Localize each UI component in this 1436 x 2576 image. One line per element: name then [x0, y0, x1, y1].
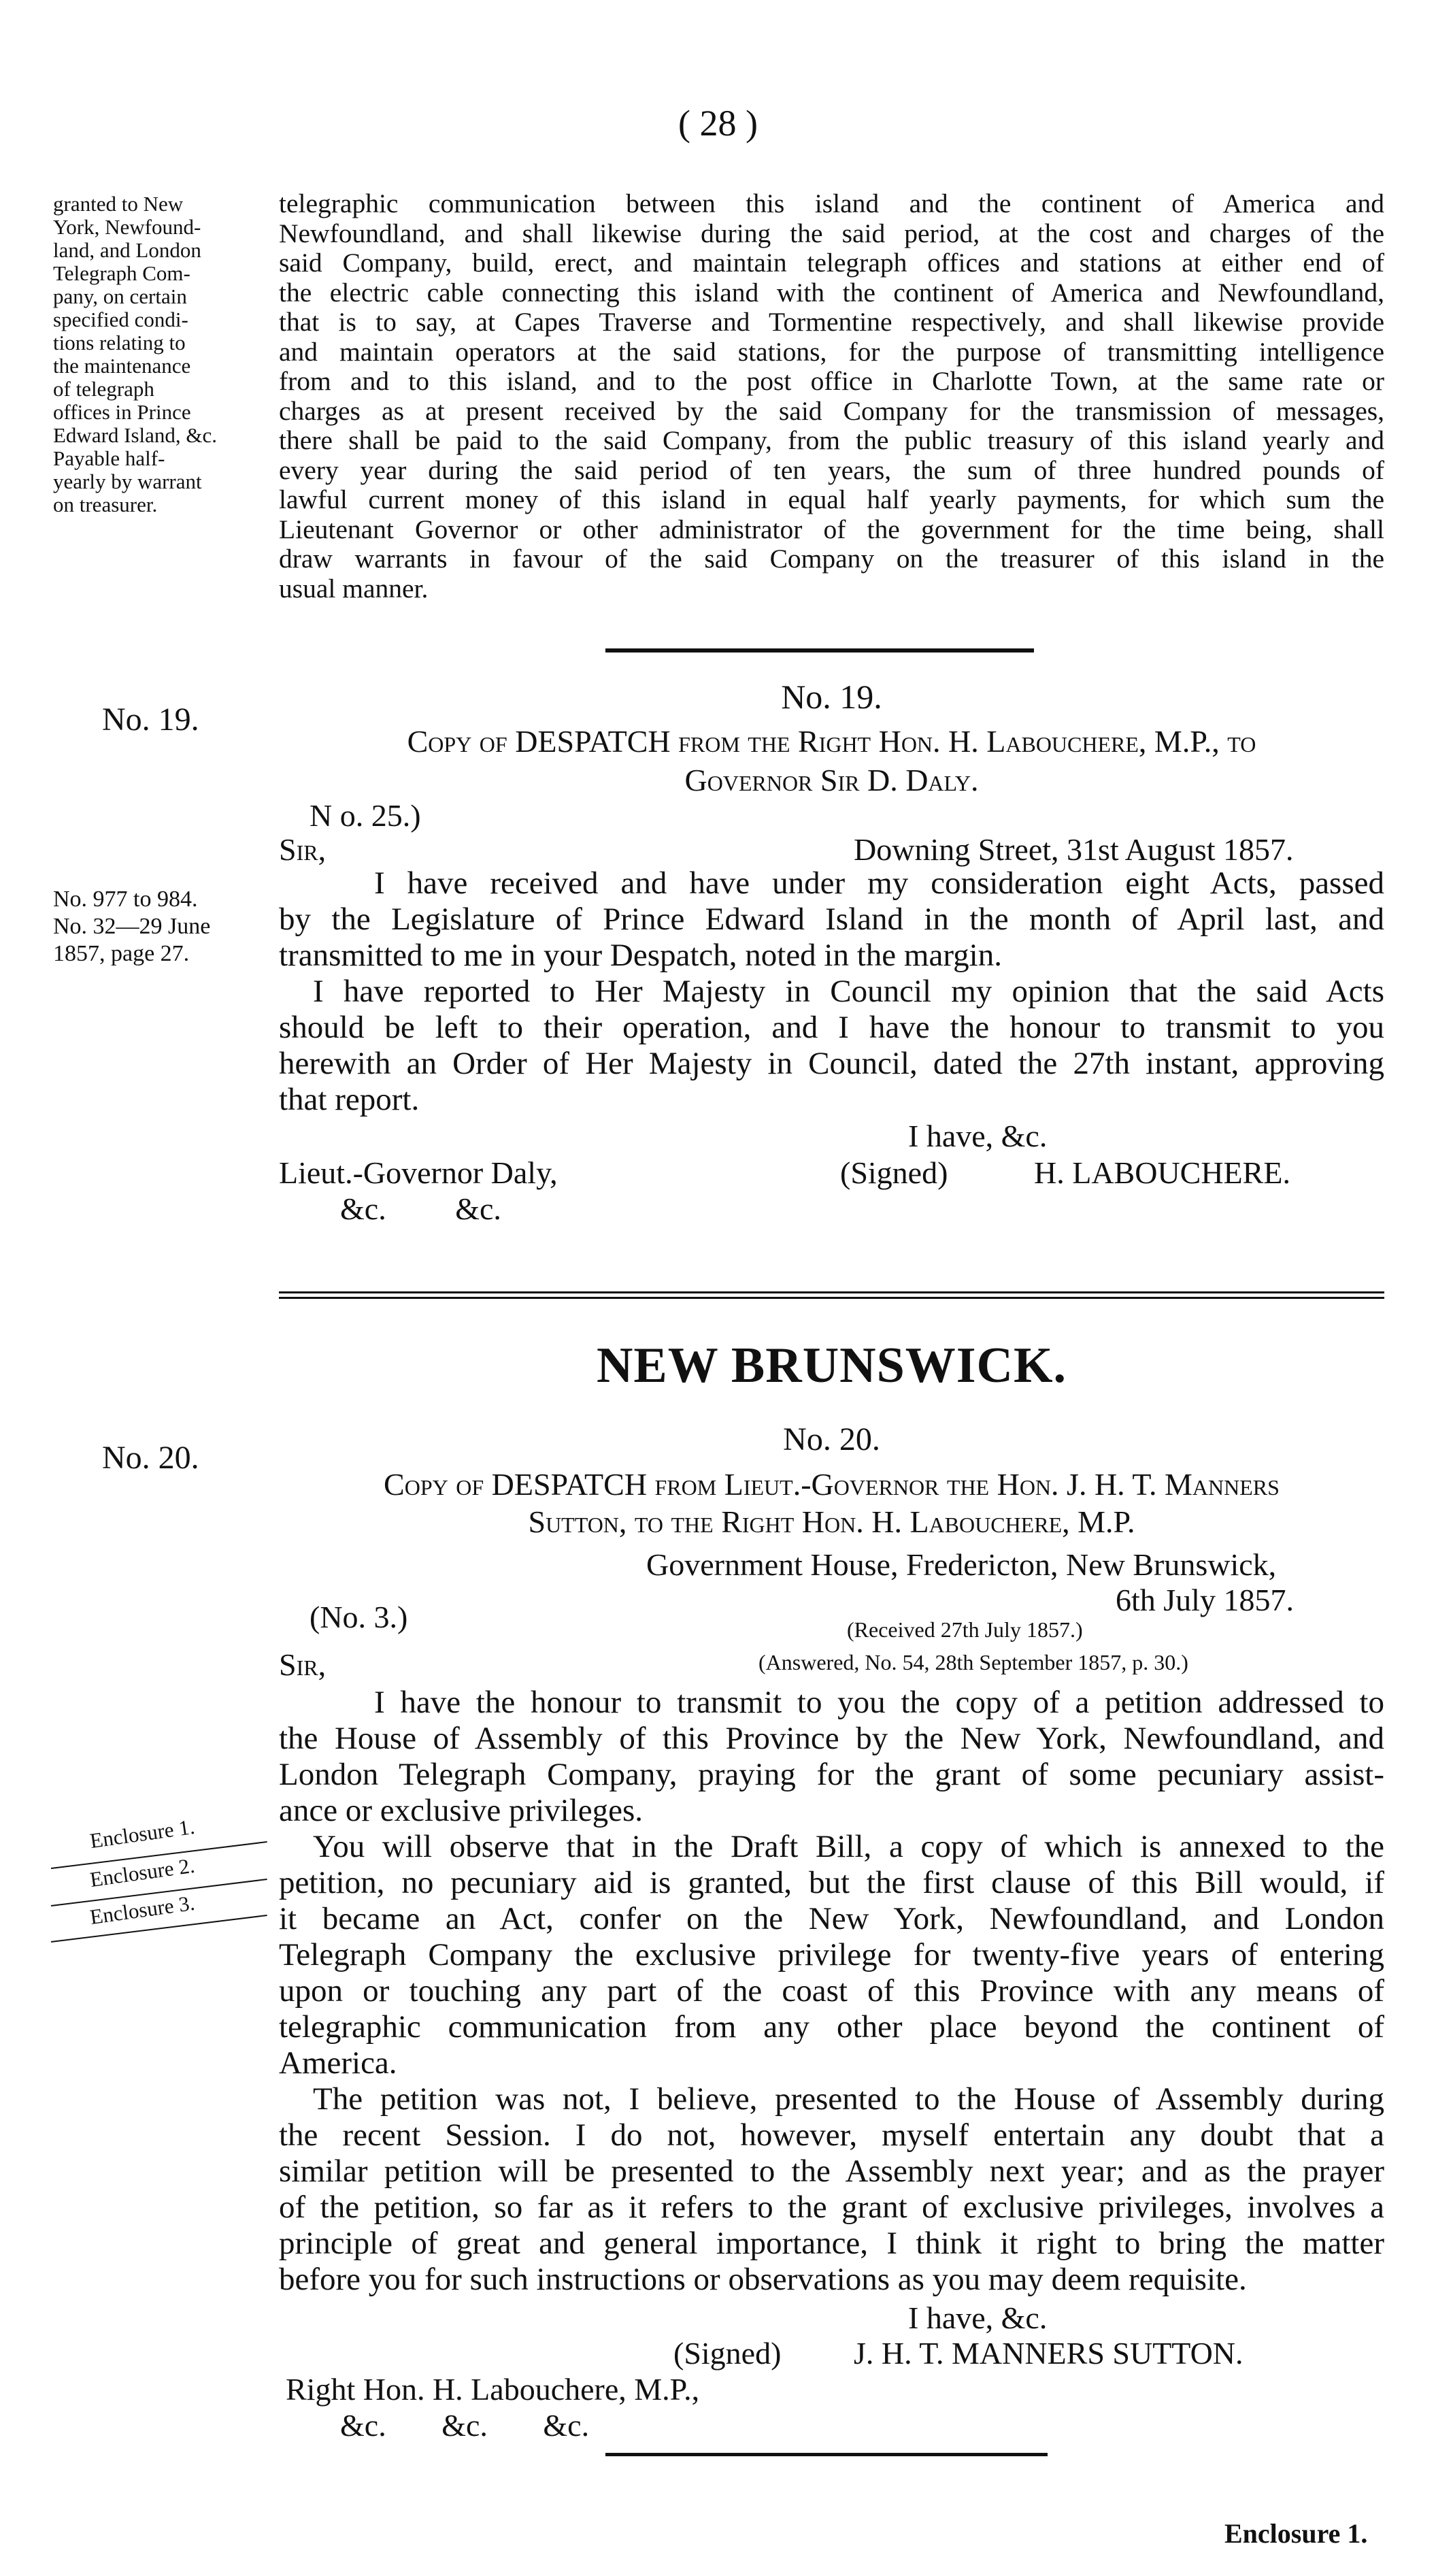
doc20-title-line2: Sutton, to the Right Hon. H. Labouchere, M.P. — [528, 1504, 1135, 1539]
text-line: and maintain operators at the said stations, for the purpose of transmitting intelligence — [279, 336, 1384, 367]
text-line: I have reported to Her Majesty in Council my opinion that the said Acts — [313, 974, 1384, 1009]
text-line: charges as at present received by the said Company for the transmission of messages, — [279, 395, 1384, 426]
text-line: You will observe that in the Draft Bill, a copy of which is annexed to the — [313, 1829, 1384, 1864]
text-line: draw warrants in favour of the said Company on the treasurer of this island in the — [279, 544, 1384, 574]
margin-line: York, Newfound- — [53, 215, 201, 239]
page-number: ( 28 ) — [678, 103, 758, 144]
doc20-signed-label: (Signed) — [673, 2336, 782, 2371]
doc19-closing: I have, &c. — [908, 1119, 1048, 1153]
doc20-title-line1: Copy of DESPATCH from Lieut.-Governor the Hon. J. H. T. Manners — [384, 1467, 1280, 1502]
text-line: by the Legislature of Prince Edward Island in the month of April last, and — [279, 902, 1384, 937]
text-line: I have received and have under my consideration eight Acts, passed — [374, 865, 1384, 901]
text-line: before you for such instructions or observations as you may deem requisite. — [279, 2262, 1247, 2297]
doc20-date: 6th July 1857. — [1116, 1583, 1294, 1617]
doc19-etc: &c. &c. — [340, 1191, 501, 1226]
text-line: from and to this island, and to the post office in Charlotte Town, at the same rate or — [279, 366, 1384, 396]
text-line: said Company, build, erect, and maintain telegraph offices and stations at either end of — [279, 248, 1384, 278]
section-rule — [279, 1297, 1384, 1299]
text-line: usual manner. — [279, 573, 429, 604]
doc19-heading: No. 19. — [781, 678, 882, 716]
doc19-addressee: Lieut.-Governor Daly, — [279, 1155, 558, 1190]
margin-line: pany, on certain — [53, 284, 187, 308]
margin-line: offices in Prince — [53, 400, 191, 424]
text-line: Lieutenant Governor or other administrator of the government for the time being, shall — [279, 514, 1384, 544]
text-line: the electric cable connecting this island with the continent of America and Newfoundland, — [279, 277, 1384, 308]
text-line: lawful current money of this island in equal half yearly payments, for which sum the — [279, 484, 1384, 514]
doc20-margin-number: No. 20. — [102, 1440, 199, 1476]
margin-line: on treasurer. — [53, 493, 158, 516]
doc20-addressee: Right Hon. H. Labouchere, M.P., — [286, 2372, 700, 2407]
margin-note-grant — [53, 193, 257, 516]
doc19-signed-label: (Signed) — [840, 1155, 948, 1190]
margin-line: granted to New — [53, 192, 184, 216]
text-line: of the petition, so far as it refers to the grant of exclusive privileges, involves a — [279, 2190, 1384, 2225]
footer-enclosure-catchword: Enclosure 1. — [1224, 2518, 1368, 2549]
margin-line: the maintenance — [53, 354, 191, 378]
doc20-reference-number: (No. 3.) — [310, 1600, 408, 1634]
text-line: upon or touching any part of the coast of this Province with any means of — [279, 1973, 1384, 2009]
text-line: I have the honour to transmit to you the copy of a petition addressed to — [374, 1685, 1384, 1720]
doc20-signature: J. H. T. MANNERS SUTTON. — [854, 2336, 1243, 2371]
text-line: it became an Act, confer on the New York, Newfoundland, and London — [279, 1901, 1384, 1936]
text-line: every year during the said period of ten years, the sum of three hundred pounds of — [279, 455, 1384, 485]
margin-line: No. 32—29 June — [53, 914, 211, 939]
text-line: similar petition will be presented to the Assembly next year; and as the prayer — [279, 2153, 1384, 2189]
margin-line: of telegraph — [53, 377, 154, 401]
text-line: America. — [279, 2045, 397, 2081]
text-line: herewith an Order of Her Majesty in Council, dated the 27th instant, approving — [279, 1046, 1384, 1081]
text-line: should be left to their operation, and I have the honour to transmit to you — [279, 1010, 1384, 1045]
text-line: petition, no pecuniary aid is granted, but the first clause of this Bill would, if — [279, 1865, 1384, 1900]
doc20-body — [279, 1685, 1384, 2298]
doc19-body — [279, 865, 1384, 1118]
text-line: that is to say, at Capes Traverse and Tormentine respectively, and shall likewise provide — [279, 307, 1384, 337]
text-line: the recent Session. I do not, however, myself entertain any doubt that a — [279, 2117, 1384, 2153]
enclosure-2-label: Enclosure 2. — [88, 1853, 197, 1892]
text-line: telegraphic communication between this island and the continent of America and — [279, 188, 1384, 218]
margin-line: Telegraph Com- — [53, 261, 190, 285]
doc19-margin-references — [53, 886, 257, 968]
text-line: ance or exclusive privileges. — [279, 1793, 644, 1828]
text-line: that report. — [279, 1082, 420, 1117]
margin-line: Payable half- — [53, 446, 165, 470]
doc20-answered: (Answered, No. 54, 28th September 1857, p. 30.) — [758, 1650, 1188, 1674]
doc20-received: (Received 27th July 1857.) — [847, 1617, 1083, 1642]
text-line: principle of great and general importance, I think it right to bring the matter — [279, 2226, 1384, 2261]
section-rule — [605, 2453, 1048, 2456]
doc19-reference-number: N o. 25.) — [310, 798, 421, 833]
margin-line: No. 977 to 984. — [53, 887, 198, 912]
margin-line: yearly by warrant — [53, 469, 202, 493]
text-line: there shall be paid to the said Company, from the public treasury of this island yearly and — [279, 425, 1384, 455]
margin-line: 1857, page 27. — [53, 941, 190, 966]
section-rule — [279, 1291, 1384, 1293]
doc19-place-date: Downing Street, 31st August 1857. — [854, 832, 1294, 867]
doc19-salutation: Sir, — [279, 832, 327, 867]
intro-paragraph — [279, 189, 1384, 604]
enclosure-1-label: Enclosure 1. — [88, 1814, 197, 1853]
doc20-etc: &c. &c. &c. — [340, 2408, 590, 2443]
doc20-closing: I have, &c. — [908, 2300, 1048, 2335]
section-title: NEW BRUNSWICK. — [596, 1338, 1067, 1393]
enclosure-3-label: Enclosure 3. — [88, 1890, 197, 1930]
text-line: transmitted to me in your Despatch, noted in the margin. — [279, 938, 1002, 973]
doc19-title-line2: Governor Sir D. Daly. — [684, 763, 979, 797]
doc19-margin-number: No. 19. — [102, 701, 199, 738]
doc20-heading: No. 20. — [783, 1421, 880, 1457]
doc19-title-line1: Copy of DESPATCH from the Right Hon. H. Labouchere, M.P., to — [407, 724, 1256, 759]
doc20-place: Government House, Fredericton, New Brunswick, — [646, 1547, 1277, 1582]
margin-line: specified condi- — [53, 308, 188, 331]
doc20-salutation: Sir, — [279, 1647, 327, 1682]
text-line: Telegraph Company the exclusive privilege for twenty-five years of entering — [279, 1937, 1384, 1972]
doc19-signature: H. LABOUCHERE. — [1034, 1155, 1290, 1190]
text-line: Newfoundland, and shall likewise during the said period, at the cost and charges of the — [279, 218, 1384, 248]
text-line: London Telegraph Company, praying for the grant of some pecuniary assist- — [279, 1757, 1384, 1792]
margin-line: Edward Island, &c. — [53, 423, 218, 447]
text-line: The petition was not, I believe, presented to the House of Assembly during — [313, 2081, 1384, 2117]
margin-line: tions relating to — [53, 331, 186, 354]
margin-line: land, and London — [53, 238, 201, 262]
text-line: the House of Assembly of this Province by the New York, Newfoundland, and — [279, 1721, 1384, 1756]
text-line: telegraphic communication from any other place beyond the continent of — [279, 2009, 1384, 2045]
section-rule — [605, 648, 1034, 653]
